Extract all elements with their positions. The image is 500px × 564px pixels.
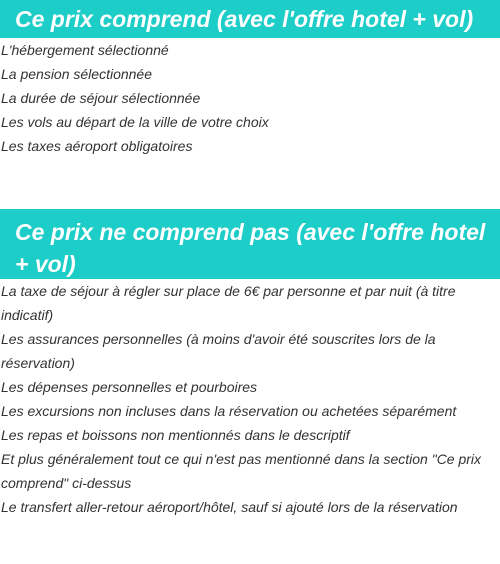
excluded-item: La taxe de séjour à régler sur place de 6€ par personne et par nuit (à titre indicatif) (1, 283, 456, 323)
included-section-title: Ce prix comprend (avec l'offre hotel + vol) (0, 0, 500, 38)
excluded-item: Les assurances personnelles (à moins d'avoir été souscrites lors de la réservation) (1, 331, 436, 371)
excluded-item: Les excursions non incluses dans la réservation ou achetées séparément (1, 403, 457, 419)
included-item: Les vols au départ de la ville de votre choix (1, 114, 269, 130)
excluded-item: Et plus généralement tout ce qui n'est pas mentionné dans la section "Ce prix comprend" ci-dessus (1, 451, 482, 491)
included-list (0, 38, 500, 158)
excluded-item: Les dépenses personnelles et pourboires (1, 379, 258, 395)
excluded-list (0, 279, 500, 519)
included-item: Les taxes aéroport obligatoires (1, 138, 193, 154)
included-item: La pension sélectionnée (1, 66, 153, 82)
excluded-section-title: Ce prix ne comprend pas (avec l'offre hotel + vol) (0, 209, 500, 279)
excluded-item: Les repas et boissons non mentionnés dans le descriptif (1, 427, 350, 443)
included-item: La durée de séjour sélectionnée (1, 90, 201, 106)
included-item: L'hébergement sélectionné (1, 42, 169, 58)
excluded-item: Le transfert aller-retour aéroport/hôtel, sauf si ajouté lors de la réservation (1, 499, 458, 515)
